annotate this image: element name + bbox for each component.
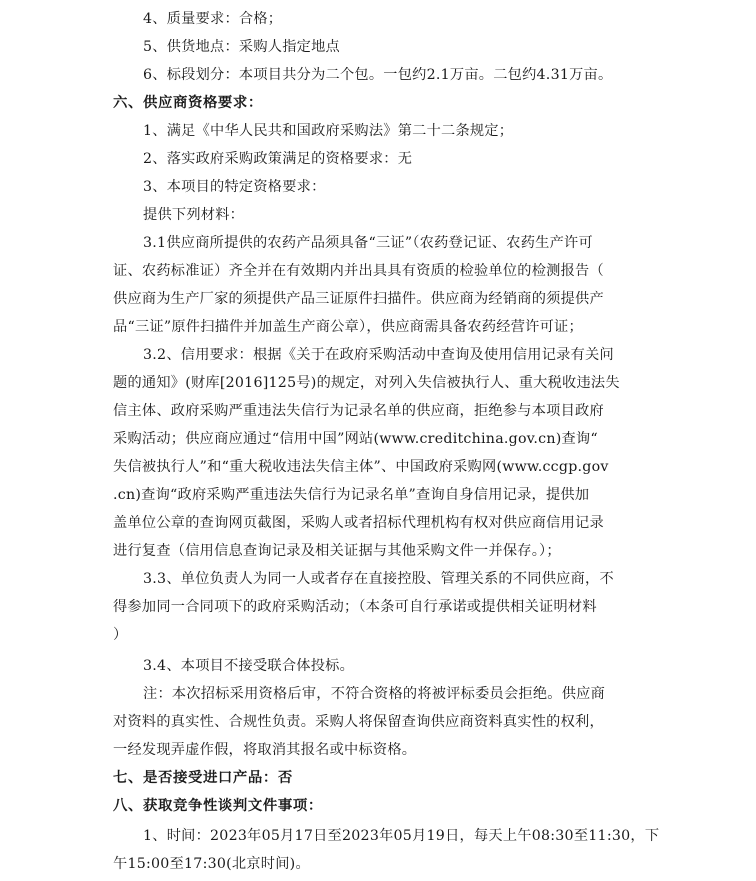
text-line: 供应商为生产厂家的须提供产品三证原件扫描件。供应商为经销商的须提供产 bbox=[113, 291, 604, 307]
text-line: 采购活动；供应商应通过“信用中国”网站(www.creditchina.gov.cn)查询“ bbox=[113, 431, 598, 447]
text-line: 3.1供应商所提供的农药产品须具备“三证”（农药登记证、农药生产许可 bbox=[143, 235, 593, 251]
text-line: 信主体、政府采购严重违法失信行为记录名单的供应商，拒绝参与本项目政府 bbox=[113, 403, 604, 419]
section-heading: 八、获取竞争性谈判文件事项： bbox=[113, 798, 323, 814]
text-line: 5、供货地点：采购人指定地点 bbox=[143, 39, 340, 55]
section-heading: 七、是否接受进口产品：否 bbox=[113, 770, 293, 786]
text-line: 3、本项目的特定资格要求： bbox=[143, 179, 326, 195]
text-line: 进行复查（信用信息查询记录及相关证据与其他采购文件一并保存。）； bbox=[113, 543, 561, 559]
section-heading: 六、供应商资格要求： bbox=[113, 95, 263, 111]
text-line: 对资料的真实性、合规性负责。采购人将保留查询供应商资料真实性的权利， bbox=[113, 714, 604, 730]
text-line: 一经发现弄虚作假，将取消其报名或中标资格。 bbox=[113, 742, 417, 758]
text-line: 证、农药标准证）齐全并在有效期内并出具具有资质的检验单位的检测报告（ bbox=[113, 263, 604, 279]
text-line: 1、时间：2023年05月17日至2023年05月19日，每天上午08:30至11:30，下 bbox=[143, 828, 660, 844]
text-line: ） bbox=[113, 627, 128, 643]
text-line: 题的通知》(财库[2016]125号)的规定，对列入失信被执行人、重大税收违法失 bbox=[113, 375, 620, 391]
text-line: 3.4、本项目不接受联合体投标。 bbox=[143, 658, 355, 674]
text-line: 注：本次招标采用资格后审，不符合资格的将被评标委员会拒绝。供应商 bbox=[143, 686, 606, 702]
text-line: .cn)查询“政府采购严重违法失信行为记录名单”查询自身信用记录，提供加 bbox=[113, 487, 590, 503]
text-line: 6、标段划分：本项目共分为二个包。一包约2.1万亩。二包约4.31万亩。 bbox=[143, 67, 613, 83]
text-line: 1、满足《中华人民共和国政府采购法》第二十二条规定； bbox=[143, 123, 514, 139]
text-line: 4、质量要求：合格； bbox=[143, 11, 283, 27]
text-line: 品“三证”原件扫描件并加盖生产商公章），供应商需具备农药经营许可证； bbox=[113, 319, 583, 335]
text-line: 提供下列材料： bbox=[143, 207, 245, 223]
text-line: 午15:00至17:30(北京时间)。 bbox=[113, 856, 310, 872]
text-line: 失信被执行人”和“重大税收违法失信主体”、中国政府采购网(www.ccgp.gov bbox=[113, 459, 609, 475]
text-line: 得参加同一合同项下的政府采购活动；（本条可自行承诺或提供相关证明材料 bbox=[113, 599, 597, 615]
text-line: 盖单位公章的查询网页截图，采购人或者招标代理机构有权对供应商信用记录 bbox=[113, 515, 604, 531]
text-line: 3.3、单位负责人为同一人或者存在直接控股、管理关系的不同供应商，不 bbox=[143, 571, 614, 587]
text-line: 2、落实政府采购政策满足的资格要求：无 bbox=[143, 151, 413, 167]
text-line: 3.2、信用要求：根据《关于在政府采购活动中查询及使用信用记录有关问 bbox=[143, 347, 614, 363]
